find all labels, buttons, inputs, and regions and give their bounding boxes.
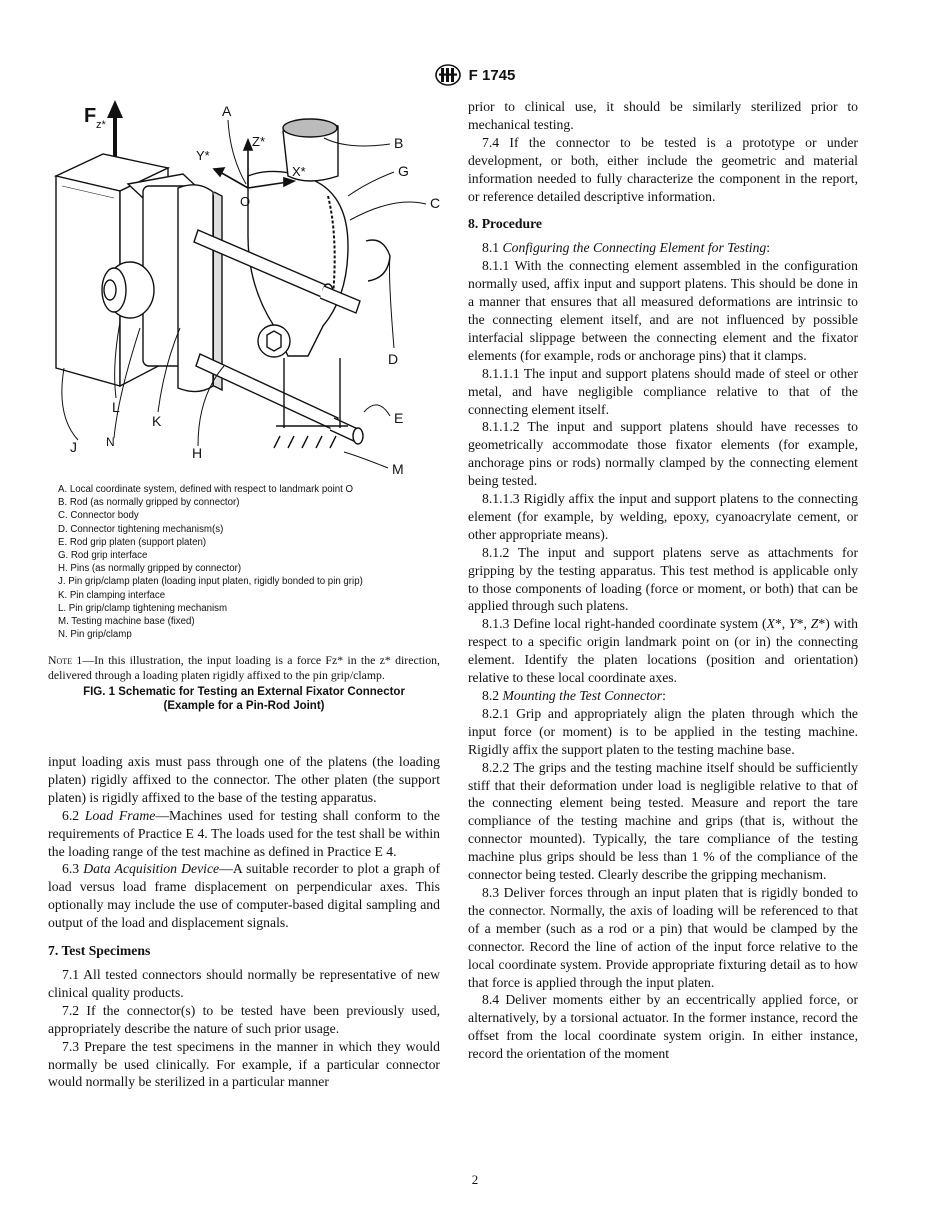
legend-item: G. Rod grip interface [58,550,148,562]
force-arrow-icon [107,100,123,158]
legend-item: K. Pin clamping interface [58,589,166,601]
paragraph-8-1: 8.1 Configuring the Connecting Element for Testing: [482,240,771,256]
legend-item: L. Pin grip/clamp tightening mechanism [58,602,228,614]
tightening-knob [366,240,390,281]
figure-caption [48,685,440,713]
bolt-icon [258,325,290,357]
label-d: D [388,351,399,367]
label-y-axis: Y* [196,148,210,163]
label-c: C [430,195,440,211]
paragraph-8-4: 8.4 Deliver moments either by an eccentrically applied force, or alternatively, by a torsional actuator. In the former instance, record the offset from the local coordinate system origin. In either instance, record the orientation of the moment [468,992,858,1062]
caption-line-1: FIG. 1 Schematic for Testing an External Fixator Connector [83,686,405,699]
pin-lower [196,354,363,444]
paragraph-8-2: 8.2 Mounting the Test Connector: [482,688,666,703]
legend-item: A. Local coordinate system, defined with respect to landmark point O [58,484,354,495]
paragraph-continued: input loading axis must pass through one of the platens (the loading platen) rigidly affixed to the connector. The other platen (the support platen) is rigidly affixed to the base of the testing apparatus. [48,754,440,805]
legend-item: H. Pins (as normally gripped by connector) [58,563,242,575]
paragraph-8-2-1: 8.2.1 Grip and appropriately align the platen through which the input force (or moment) is to be applied in the testing machine. Rigidly affix the support platen to the testing machine base. [468,705,858,757]
caption-line-2: (Example for a Pin-Rod Joint) [163,700,325,713]
note-text: —In this illustration, the input loading is a force Fz* in the z* direction, delivered through a loading platen rigidly affixed to the pin grip/clamp. [48,653,441,683]
clamp-knob [102,262,154,318]
paragraph-6-3: 6.3 Data Acquisition Device—A suitable recorder to plot a graph of load versus load frame displacement on perpendicular axes. This optionally may include the use of computer-based digital sampling and output of the load and displacement signals. [48,861,440,931]
label-x-axis: X* [292,164,306,179]
legend-item: M. Testing machine base (fixed) [58,616,195,628]
legend-item: J. Pin grip/clamp platen (loading input platen, rigidly bonded to pin grip) [58,576,363,588]
label-z-axis: Z* [252,134,265,149]
legend-item: N. Pin grip/clamp [58,629,132,641]
paragraph-7-2: 7.2 If the connector(s) to be tested have been previously used, appropriately describe the nature of such prior usage. [48,1002,440,1036]
label-e: E [394,410,404,426]
figure-note [48,653,440,683]
figure-legend [58,483,440,641]
legend-item: E. Rod grip platen (support platen) [58,536,207,548]
paragraph-7-3-continued: prior to clinical use, it should be similarly sterilized prior to mechanical testing. [468,99,858,132]
paragraph-8-1-1-3: 8.1.1.3 Rigidly affix the input and support platens to the connecting element (for example, by welding, epoxy, cyanoacrylate cement, or other appropriate means). [468,491,858,542]
paragraph-8-2-2: 8.2.2 The grips and the testing machine itself should be sufficiently stiff that their deformation under load is negligible relative to that of the connecting element being tested. Measure and report the tare compliance of the testing machine and grips (that is, without the connector mounted). Typically, the tare compliance of the testing machine plus grips should be less than 1 % of the compliance of the connector being tested. Clearly describe the gripping mechanism. [468,759,858,883]
astm-logo-icon [435,64,461,86]
page-number: 2 [471,1172,479,1187]
paragraph-6-2: 6.2 Load Frame—Machines used for testing shall conform to the requirements of Practice E 4. The loads used for the test shall be within the loading range of the test machine as defined in Practice E 4. [48,807,440,859]
label-l: L [112,399,120,415]
label-b: B [394,135,404,151]
note-label: Note 1 [48,653,83,668]
paragraph-8-1-1-1: 8.1.1.1 The input and support platens should made of steel or other metal, and have negligible compliance relative to that of the connecting element itself. [468,365,858,417]
label-h: H [192,445,203,461]
fixator-schematic [48,96,440,481]
legend-item: C. Connector body [58,510,139,522]
label-k: K [152,413,162,429]
paragraph-8-1-1: 8.1.1 With the connecting element assembled in the configuration normally used, affix input and support platens. This should be done in a manner that ensures that all measured deformations are intrinsic to the connecting element itself, and are not influenced by possible interfacial slippage between the connecting element and the fixator elements (for example, rods or anchorage pins) that it clamps. [468,258,858,363]
label-n: N [106,435,115,449]
label-j: J [70,439,77,455]
paragraph-8-1-2: 8.1.2 The input and support platens serve as attachments for gripping by the testing apparatus. This test method is applicable only to those components of loading (force or moment, or both) that can be applied through such platens. [468,544,858,614]
label-force: F [84,105,97,127]
label-origin: O [240,194,251,209]
label-force-sub: z* [96,119,106,131]
label-g: G [398,163,409,179]
paragraph-7-4: 7.4 If the connector to be tested is a prototype or under development, or both, either include the geometric and material information needed to fully characterize the component in the report, or reference detailed descriptive information. [468,134,858,204]
paragraph-7-1: 7.1 All tested connectors should normally be representative of new clinical quality products. [48,966,440,1000]
page-header [0,64,950,86]
right-column-text [468,98,858,1063]
section-heading-7: 7. Test Specimens [48,943,151,959]
section-heading-8: 8. Procedure [468,216,542,232]
label-a: A [222,103,232,119]
paragraph-8-3: 8.3 Deliver forces through an input platen that is rigidly bonded to the connector. Normally, the axis of loading will be referenced to that of a member (such as a rod or a pin) that would be clamped by the connector. Record the line of action of the input force relative to the local coordinate system. Provide appropriate fixturing detail as to how that force is applied through the input platen. [468,884,858,990]
document-number: F 1745 [468,66,516,84]
legend-item: D. Connector tightening mechanism(s) [58,523,224,535]
legend-item: B. Rod (as normally gripped by connector) [58,497,240,509]
left-column-text [48,753,440,1091]
paragraph-8-1-3: 8.1.3 Define local right-handed coordinate system (X*, Y*, Z*) with respect to a specific origin landmark point on (or in) the connecting element. Identify the platen locations (position and orientation) relative to these local coordinate axes. [468,616,858,686]
figure-block [48,96,440,713]
paragraph-7-3: 7.3 Prepare the test specimens in the manner in which they would normally be used clinically. For example, if a particular connector would normally be sterilized in a particular manner [48,1038,440,1090]
paragraph-8-1-1-2: 8.1.1.2 The input and support platens should have recesses to geometrically accommodate those fixator elements (for example, anchorage pins or rods) normally clamped by the connecting element being tested. [468,419,858,489]
label-m: M [392,461,404,477]
